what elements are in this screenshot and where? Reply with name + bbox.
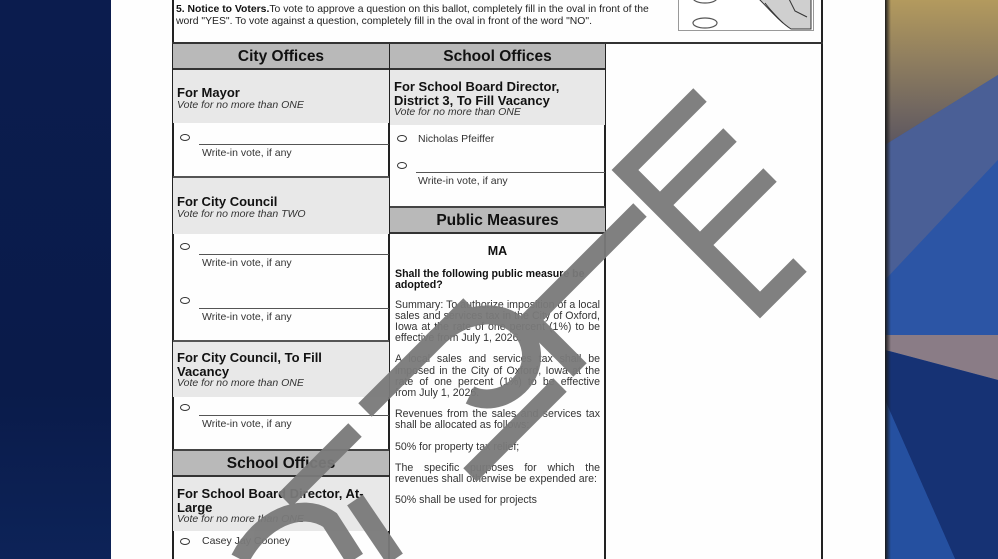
vote-oval[interactable] xyxy=(180,404,190,411)
contest-instruction: Vote for no more than ONE xyxy=(394,106,521,118)
write-in-line[interactable] xyxy=(199,415,389,416)
write-in-line[interactable] xyxy=(199,254,389,255)
marking-instruction-illustration xyxy=(678,0,814,31)
contest-instruction: Vote for no more than ONE xyxy=(177,98,304,111)
measure-paragraph: 50% shall be used for projects xyxy=(395,494,537,507)
measure-paragraph: Revenues from the sales and services tax shall be allocated as follows: xyxy=(395,408,600,432)
contest-title: For School Board Director, At-Large xyxy=(177,486,364,515)
measure-id: MA xyxy=(487,244,508,258)
write-in-label: Write-in vote, if any xyxy=(202,311,292,323)
vote-oval[interactable] xyxy=(180,538,190,545)
contest-title: For City Council, To Fill Vacancy xyxy=(177,350,322,379)
vote-oval[interactable] xyxy=(397,162,407,169)
contest-header-mayor xyxy=(173,70,389,123)
notice-text: To vote to approve a question on this ballot, completely fill in the oval in front of the word "YES". To vote against a question, completely fill in the oval in front of the word "NO". xyxy=(176,4,649,28)
measure-question: Shall the following public measure be adopted? xyxy=(395,268,585,292)
contest-header-school-board-at-large xyxy=(173,477,389,531)
contest-instruction: Vote for no more than ONE xyxy=(177,513,304,525)
measure-summary: Summary: To authorize imposition of a local sales and services tax in the City of Oxford, Iowa at the rate of one percent (1%) to be effective from July 1, 2026. xyxy=(395,298,600,345)
section-header-public-measures: Public Measures xyxy=(390,206,605,234)
section-header-school-offices: School Offices xyxy=(390,44,605,70)
geometric-background-graphic xyxy=(885,0,998,559)
section-header-school-offices: School Offices xyxy=(173,451,389,477)
contest-title: For Mayor xyxy=(177,85,240,100)
ballot-column-2 xyxy=(390,44,605,516)
candidate-name: Nicholas Pfeiffer xyxy=(418,133,495,145)
background-right-panel xyxy=(885,0,998,559)
panel-shadow xyxy=(885,0,891,559)
notice-to-voters xyxy=(176,4,656,29)
public-measure-ma xyxy=(390,246,605,506)
contest-instruction: Vote for no more than TWO xyxy=(177,207,306,220)
contest-header-city-council-vacancy xyxy=(173,342,389,397)
example-oval-icon xyxy=(693,0,717,3)
write-in-row xyxy=(173,123,389,178)
write-in-label: Write-in vote, if any xyxy=(418,175,508,187)
contest-header-city-council xyxy=(173,178,389,234)
write-in-line[interactable] xyxy=(199,144,389,145)
contest-instruction: Vote for no more than ONE xyxy=(177,377,304,389)
vote-oval[interactable] xyxy=(180,134,190,141)
candidate-rows xyxy=(390,125,605,206)
vote-oval[interactable] xyxy=(180,243,190,250)
contest-header-school-board-district-3 xyxy=(390,70,605,125)
candidate-row xyxy=(173,531,389,559)
write-in-line[interactable] xyxy=(199,308,389,309)
ballot-column-1 xyxy=(173,44,389,559)
notice-label: 5. Notice to Voters. xyxy=(176,4,270,15)
contest-title: For School Board Director, District 3, To Fill Vacancy xyxy=(394,79,560,108)
write-in-line[interactable] xyxy=(416,172,605,173)
hand-icon xyxy=(759,0,811,29)
write-in-rows xyxy=(173,234,389,342)
write-in-label: Write-in vote, if any xyxy=(202,418,292,430)
example-oval-icon xyxy=(693,18,717,28)
write-in-row xyxy=(173,397,389,451)
vote-oval[interactable] xyxy=(397,135,407,142)
section-header-city-offices: City Offices xyxy=(173,44,389,70)
write-in-label: Write-in vote, if any xyxy=(202,257,292,269)
candidate-name: Casey Jay Cooney xyxy=(202,535,291,547)
measure-paragraph: 50% for property tax relief; xyxy=(395,440,520,453)
vote-oval[interactable] xyxy=(180,297,190,304)
background-left-panel xyxy=(0,0,111,559)
measure-paragraph: The specific purposes for which the revenues shall otherwise be expended are: xyxy=(395,461,600,486)
measure-paragraph: A local sales and services tax shall be imposed in the City of Oxford, Iowa at the rate of one percent (1%) to be effective from July 1, 2026. xyxy=(395,353,600,400)
write-in-label: Write-in vote, if any xyxy=(202,147,292,159)
contest-title: For City Council xyxy=(177,194,278,209)
